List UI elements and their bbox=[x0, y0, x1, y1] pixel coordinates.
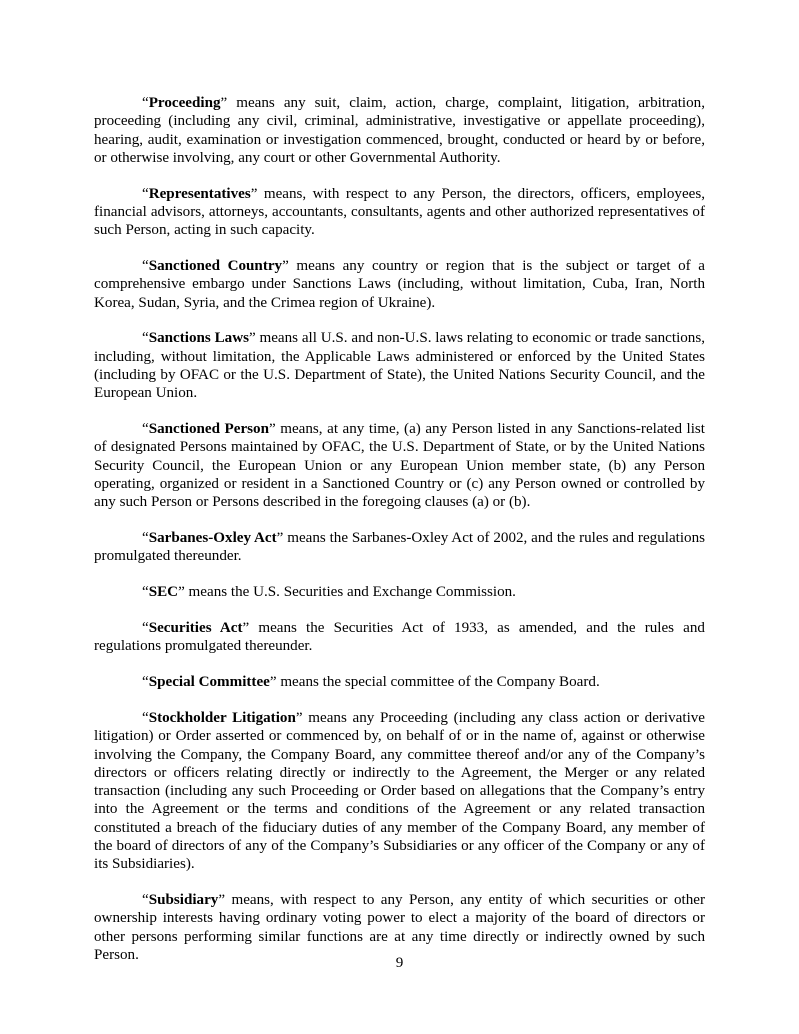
definition-sanctioned-country: “Sanctioned Country” means any country or region that is the subject or target of a comprehensive embargo under Sanctions Laws (including, without limitation, Cuba, Iran, North Korea, Sudan, Syria, and the Crimea region of Ukraine). bbox=[94, 258, 705, 311]
definition-sarbanes-oxley-act: “Sarbanes-Oxley Act” means the Sarbanes-Oxley Act of 2002, and the rules and regulations promulgated thereunder. bbox=[94, 530, 705, 565]
definition-text: means any suit, claim, action, charge, complaint, litigation, arbitration, proceeding (including any civil, criminal, administrative, investigative or appellate proceeding), hearing, audit, examination or investigation commenced, brought, conducted or heard by or before, or otherwise involving, any court or other Governmental Authority. bbox=[94, 95, 705, 166]
definition-text: means the U.S. Securities and Exchange Commission. bbox=[184, 584, 516, 601]
defined-term: Special Committee bbox=[148, 674, 270, 691]
defined-term: Sanctioned Person bbox=[148, 421, 269, 438]
definition-text: means all U.S. and non-U.S. laws relating to economic or trade sanctions, including, without limitation, the Applicable Laws administered or enforced by the United States (including by OFAC or the U.S. Department of State), the United Nations Security Council, and the European Union. bbox=[94, 330, 705, 402]
definition-sanctions-laws: “Sanctions Laws” means all U.S. and non-U.S. laws relating to economic or trade sanctions, including, without limitation, the Applicable Laws administered or enforced by the United States (including by OFAC or the U.S. Department of State), the United Nations Security Council, and the European Union. bbox=[94, 330, 705, 402]
definition-stockholder-litigation: “Stockholder Litigation” means any Proceeding (including any class action or derivative litigation) or Order asserted or commenced by, on behalf of or in the name of, against or otherwise involving the Company, the Company Board, any committee thereof and/or any of the Company’s directors or officers relating directly or indirectly to the Agreement, the Merger or any related transaction (including any such Proceeding or Order based on allegations that the Company’s entry into the Agreement or the terms and conditions of the Agreement or any related transaction constituted a breach of the fiduciary duties of any member of the Company Board, any member of the board of directors of any of the Company’s Subsidiaries or any officer of the Company or any of its Subsidiaries). bbox=[94, 709, 706, 873]
definition-text: means, with respect to any Person, the directors, officers, employees, financial advisors, attorneys, accountants, consultants, agents and other authorized representatives of such Person, acting in such capacity. bbox=[94, 185, 705, 239]
definition-representatives: “Representatives” means, with respect to any Person, the directors, officers, employees, financial advisors, attorneys, accountants, consultants, agents and other authorized representatives of such Person, acting in such capacity. bbox=[94, 185, 705, 239]
definition-text: means the special committee of the Company Board. bbox=[276, 674, 600, 691]
definition-sec: “SEC” means the U.S. Securities and Exchange Commission. bbox=[142, 584, 516, 601]
defined-term: Sanctions Laws bbox=[148, 330, 249, 347]
defined-term: Securities Act bbox=[148, 620, 243, 637]
defined-term: Sarbanes-Oxley Act bbox=[148, 530, 277, 547]
definition-text: means any Proceeding (including any class action or derivative litigation) or Order asserted or commenced by, on behalf of or in the name of, against or otherwise involving the Company, the Company Board, any committee thereof and/or any of the Company’s directors or officers relating directly or indirectly to the Agreement, the Merger or any related transaction (including any such Proceeding or Order based on allegations that the Company’s entry into the Agreement or the terms and conditions of the Agreement or any related transaction constituted a breach of the fiduciary duties of any member of the Company Board, any member of the board of directors of any of the Company’s Subsidiaries or any officer of the Company or any of its Subsidiaries). bbox=[94, 709, 706, 873]
definition-text: means the Securities Act of 1933, as amended, and the rules and regulations promulgated thereunder. bbox=[94, 620, 705, 655]
definition-text: means, at any time, (a) any Person listed in any Sanctions-related list of designated Persons maintained by OFAC, the U.S. Department of State, or by the United Nations Security Council, the European Union or any European Union member state, (b) any Person operating, organized or resident in a Sanctioned Country or (c) any Person owned or controlled by any such Person or Persons described in the foregoing clauses (a) or (b). bbox=[94, 421, 705, 511]
defined-term: Sanctioned Country bbox=[148, 258, 283, 275]
definition-text: means, with respect to any Person, any entity of which securities or other ownership interests having ordinary voting power to elect a majority of the board of directors or other persons performing similar functions are at any time directly or indirectly owned by such Person. bbox=[94, 892, 705, 963]
defined-term: Representatives bbox=[148, 185, 251, 202]
defined-term: Proceeding bbox=[148, 95, 221, 111]
definition-subsidiary: “Subsidiary” means, with respect to any Person, any entity of which securities or other ownership interests having ordinary voting power to elect a majority of the board of directors or other persons performing similar functions are at any time directly or indirectly owned by such Person. bbox=[94, 892, 705, 963]
page-number: 9 bbox=[395, 955, 404, 971]
definition-securities-act: “Securities Act” means the Securities Act of 1933, as amended, and the rules and regulations promulgated thereunder. bbox=[94, 620, 705, 655]
definition-text: means any country or region that is the subject or target of a comprehensive embargo under Sanctions Laws (including, without limitation, Cuba, Iran, North Korea, Sudan, Syria, and the Crimea region of Ukraine). bbox=[94, 258, 705, 311]
defined-term: Stockholder Litigation bbox=[148, 709, 296, 726]
definition-text: means the Sarbanes-Oxley Act of 2002, and the rules and regulations promulgated thereunder. bbox=[94, 530, 705, 565]
document-page bbox=[94, 94, 705, 982]
definition-proceeding: “Proceeding” means any suit, claim, action, charge, complaint, litigation, arbitration, proceeding (including any civil, criminal, administrative, investigative or appellate proceeding), hearing, audit, examination or investigation commenced, brought, conducted or heard by or before, or otherwise involving, any court or other Governmental Authority. bbox=[94, 95, 705, 166]
definition-sanctioned-person: “Sanctioned Person” means, at any time, (a) any Person listed in any Sanctions-related list of designated Persons maintained by OFAC, the U.S. Department of State, or by the United Nations Security Council, the European Union or any European Union member state, (b) any Person operating, organized or resident in a Sanctioned Country or (c) any Person owned or controlled by any such Person or Persons described in the foregoing clauses (a) or (b). bbox=[94, 421, 705, 511]
definition-special-committee: “Special Committee” means the special committee of the Company Board. bbox=[142, 674, 600, 691]
defined-term: Subsidiary bbox=[148, 892, 219, 909]
defined-term: SEC bbox=[148, 584, 179, 601]
